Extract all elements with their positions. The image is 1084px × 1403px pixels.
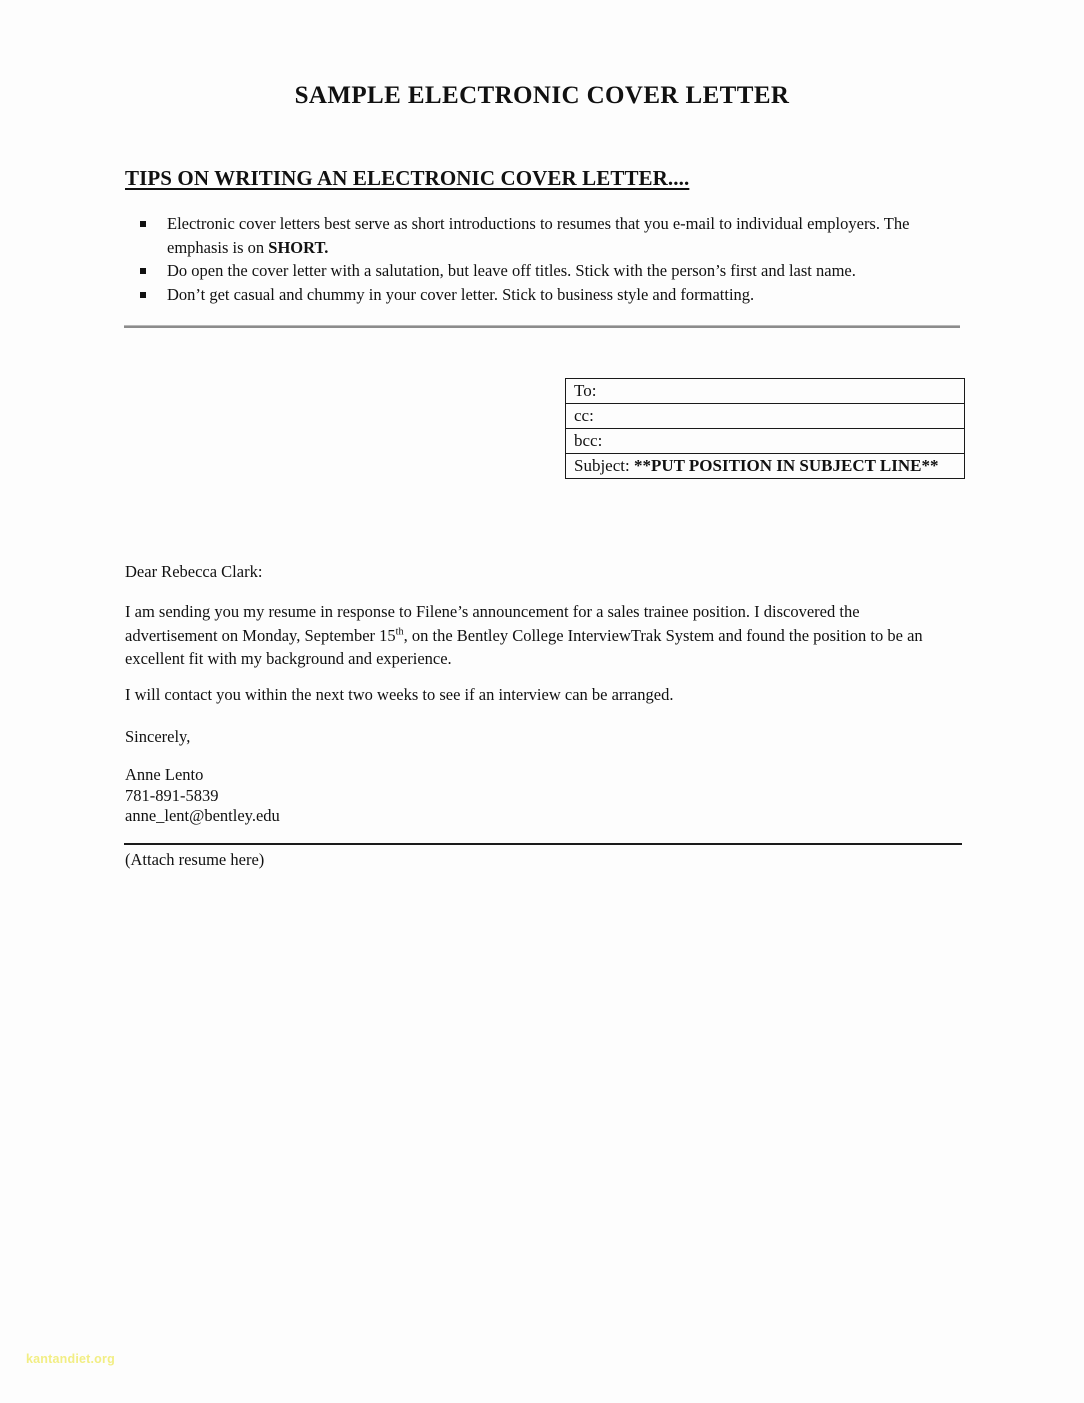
email-field-subject-value: **PUT POSITION IN SUBJECT LINE**: [633, 456, 939, 475]
watermark-label: kantandiet.org: [26, 1352, 115, 1366]
letter-salutation: Dear Rebecca Clark:: [125, 562, 263, 581]
tips-list: [125, 212, 965, 306]
email-field-bcc[interactable]: [566, 429, 965, 454]
section-divider-black: [124, 843, 962, 845]
table-row: [566, 404, 965, 429]
email-header-table: [565, 378, 965, 479]
ordinal-superscript: th: [395, 626, 404, 637]
list-item-text-emphasis: SHORT.: [268, 237, 329, 257]
letter-paragraph-1-part-2: , on the Bentley College InterviewTrak System and found the position to be an excellent fit with my background and experience.: [125, 625, 923, 668]
table-row: [566, 454, 965, 479]
square-bullet-icon: [140, 268, 146, 274]
email-field-subject[interactable]: [566, 454, 965, 479]
table-row: [566, 379, 965, 404]
letter-paragraph-2: I will contact you within the next two weeks to see if an interview can be arranged.: [125, 685, 674, 704]
list-item: [125, 212, 965, 259]
list-item: [125, 283, 965, 307]
table-row: [566, 429, 965, 454]
email-field-subject-label: Subject:: [574, 456, 630, 475]
letter-closing: Sincerely,: [125, 727, 191, 746]
signature-block: [125, 765, 280, 827]
square-bullet-icon: [140, 292, 146, 298]
email-field-cc[interactable]: [566, 404, 965, 429]
list-item-text: [167, 214, 909, 257]
signature-email: anne_lent@bentley.edu: [125, 806, 280, 825]
letter-paragraph-1-part-1: I am sending you my resume in response to Filene’s announcement for a sales trainee position. I discovered the advertisement on Monday, September 15: [125, 602, 860, 645]
list-item-text-plain: Electronic cover letters best serve as short introductions to resumes that you e-mail to individual employers. The emphasis is on: [167, 214, 910, 257]
page-title: SAMPLE ELECTRONIC COVER LETTER: [294, 82, 790, 109]
list-item-text: Don’t get casual and chummy in your cover letter. Stick to business style and formatting.: [167, 284, 755, 304]
email-field-to[interactable]: [566, 379, 965, 404]
square-bullet-icon: [140, 221, 146, 227]
list-item-text: Do open the cover letter with a salutation, but leave off titles. Stick with the person’s first and last name.: [167, 261, 856, 280]
signature-phone: 781-891-5839: [125, 785, 219, 805]
section-divider-gray: [124, 325, 960, 328]
signature-name: Anne Lento: [125, 765, 204, 784]
list-item: [125, 259, 965, 283]
letter-paragraph-1: [125, 600, 953, 671]
email-field-bcc-label: bcc:: [574, 431, 603, 450]
tips-section-heading: TIPS ON WRITING AN ELECTRONIC COVER LETTER....: [125, 166, 690, 190]
attachment-note: (Attach resume here): [125, 850, 265, 869]
email-field-to-label: To:: [574, 381, 597, 400]
email-field-cc-label: cc:: [574, 406, 594, 425]
